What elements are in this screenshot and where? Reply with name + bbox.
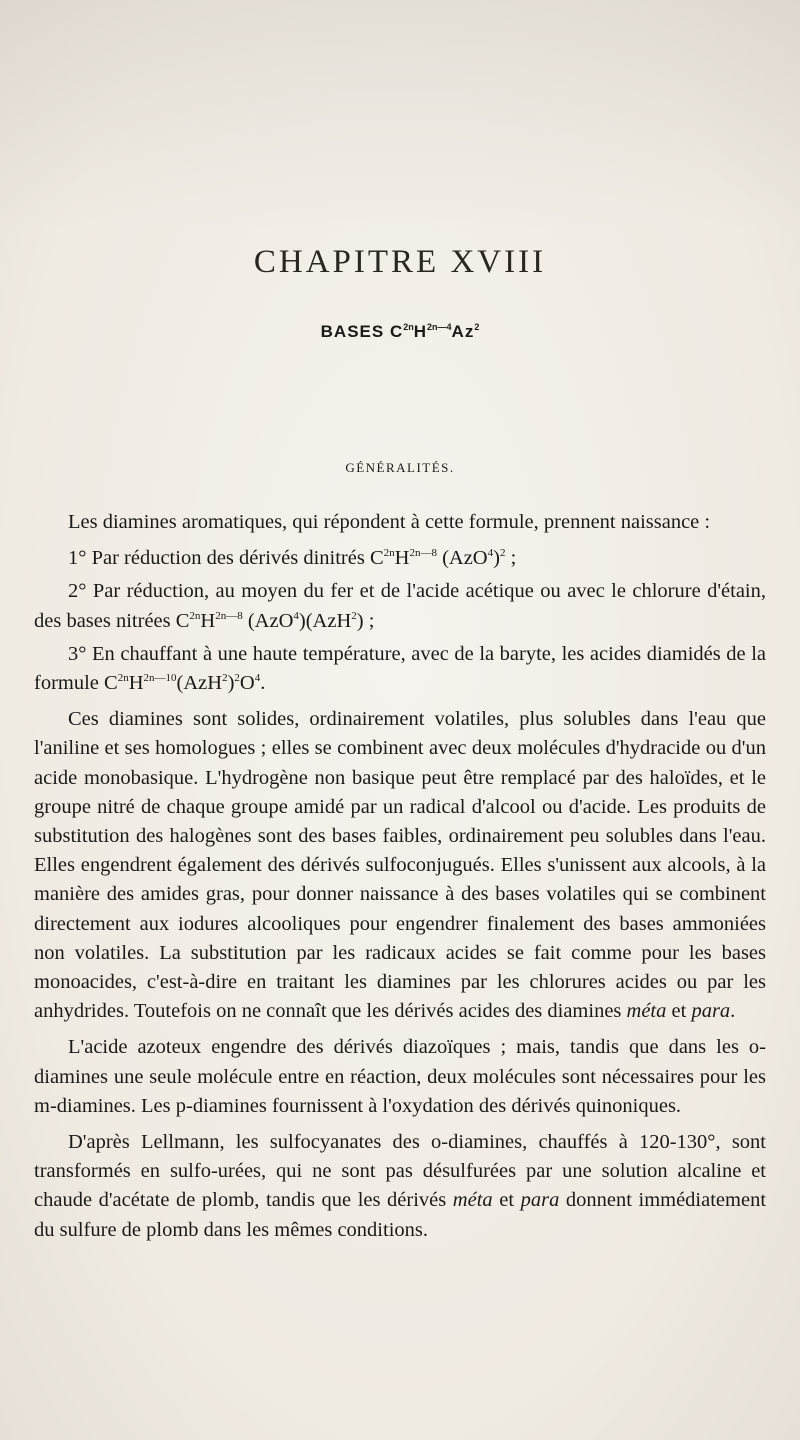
paragraph-intro: Les diamines aromatiques, qui répondent à cette formule, prennent naissance : [68, 511, 711, 533]
paragraph-method-1: 1° Par réduction des dérivés dinitrés $C^{2n}H^{2n—8}$ $(AzO^4)^2$ ; [68, 547, 517, 570]
chapter-title: CHAPITRE XVIII [253, 244, 547, 280]
section-title: GÉNÉRALITÉS. [345, 460, 455, 475]
body-text [34, 508, 766, 1252]
bases-formula-heading: BASES $C^{2n}H^{2n—4}Az^2$ [320, 322, 480, 341]
paragraph-properties: Ces diamines sont solides, ordinairement volatiles, plus solubles dans l'eau que l'aniline et ses homologues ; elles se combinent avec deux molécules d'hydracide ou d'un acide monobasique. L'hydrogène non basique peut être remplacé par des haloïdes, et le groupe nitré de chaque groupe amidé par un radical d'alcool ou d'acide. Les produits de substitution des halogènes sont des bases faibles, ordinairement peu solubles dans l'eau. Elles engendrent également des dérivés sulfoconjugués. Elles s'unissent aux alcools, à la manière des amides gras, pour donner naissance à des bases volatiles qui se combinent directement aux iodures alcooliques pour engendrer finalement des bases ammoniées non volatiles. La substitution par les radicaux acides se fait comme pour les bases monoacides, c'est-à-dire en traitant les diamines par les chlorures acides ou par les anhydrides. Toutefois on ne connaît que les dérivés acides des diamines méta et para. [34, 708, 766, 1023]
paragraph-nitrous-acid: L'acide azoteux engendre des dérivés diazoïques ; mais, tandis que dans les o-diamines une seule molécule entre en réaction, deux molécules sont nécessaires pour les m-diamines. Les p-diamines fournissent à l'oxydation des dérivés quinoniques. [34, 1036, 766, 1117]
paragraph-method-2: 2° Par réduction, au moyen du fer et de l'acide acétique ou avec le chlorure d'étain, des bases nitrées $C^{2n}H^{2n—8}$ (AzO$^4$)(AzH$^2$) ; [34, 580, 766, 632]
paragraph-method-3: 3° En chauffant à une haute température, avec de la baryte, les acides diamidés de la formule $C^{2n}H^{2n—10}(AzH^2)^2O^4$. [34, 642, 766, 695]
show-through-shading [0, 0, 800, 230]
paragraph-lellmann: D'après Lellmann, les sulfocyanates des o-diamines, chauffés à 120-130°, sont transformés en sulfo-urées, qui ne sont pas désulfurées par une solution alcaline et chaude d'acétate de plomb, tandis que les dérivés méta et para donnent immédiatement du sulfure de plomb dans les mêmes conditions. [34, 1131, 767, 1241]
